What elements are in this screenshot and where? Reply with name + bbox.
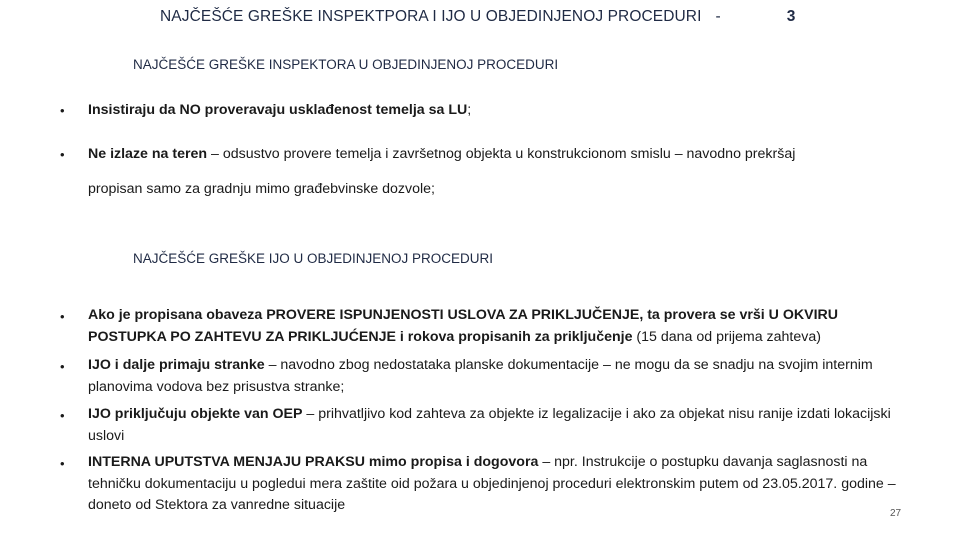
bullet-item-text: – navodno zbog nedostataka planske dokumentacije – ne mogu da se snadju na svojim internim planovima vodova bez prisustva stranke; (88, 357, 873, 395)
bullet-marker: • (60, 309, 65, 324)
bullet-item-text: – odsustvo provere temelja i završetnog objekta u konstrukcionom smislu – navodno prekršaj (207, 146, 796, 162)
bullet-item-emphasis: IJO i dalje primaju stranke (88, 357, 265, 373)
section-heading-inspectors: NAJČEŠĆE GREŠKE INSPEKTORA U OBJEDINJENOJ PROCEDURI (133, 57, 559, 72)
bullet-item-ijo-outside-oep (88, 404, 918, 447)
bullet-item-emphasis: Ako je propisana obaveza PROVERE ISPUNJENOSTI USLOVA ZA PRIKLJUČENJE, ta provera se vrši U OKVIRU POSTUPKA PO ZAHTEVU ZA PRIKLJUĆENJE i rokova propisanih za priključenje (88, 307, 839, 345)
bullet-item-emphasis: INTERNA UPUTSTVA MENJAJU PRAKSU mimo propisa i dogovora (88, 454, 539, 470)
bullet-item-text: – prihvatljivo kod zahteva za objekte iz legalizacije i ako za objekat nisu ranije izdati lokacijski uslovi (88, 406, 891, 444)
slide-title-text: NAJČEŠĆE GREŠKE INSPEKTPORA I IJO U OBJEDINJENOJ PROCEDURI (160, 8, 702, 25)
bullet-item-inspectors-field (88, 143, 918, 165)
slide-title-separator: - (715, 8, 721, 25)
bullet-marker: • (60, 408, 65, 423)
bullet-marker: • (60, 147, 65, 162)
bullet-item-text: – npr. Instrukcije o postupku davanja saglasnosti na tehničku dokumentaciju u pogledui mera zaštite oid požara u objedinjenoj proceduri elektronskim putem od 23.05.2017. godine – doneto od Stektora za vanredne situacije (88, 454, 896, 513)
bullet-item-ijo-connection-check (88, 305, 918, 348)
bullet-item-ijo-clients (88, 355, 918, 398)
bullet-marker: • (60, 456, 65, 471)
bullet-item-inspectors-foundation (88, 99, 918, 121)
bullet-item-continuation: propisan samo za gradnju mimo građebvinske dozvole; (88, 181, 435, 197)
bullet-item-emphasis: Ne izlaze na teren (88, 146, 208, 162)
bullet-item-text: (15 dana od prijema zahteva) (632, 328, 821, 345)
section-heading-ijo: NAJČEŠĆE GREŠKE IJO U OBJEDINJENOJ PROCEDURI (133, 251, 494, 266)
bullet-item-text: ; (467, 102, 472, 118)
bullet-marker: • (60, 359, 65, 374)
slide-title (160, 8, 796, 26)
page-number: 27 (890, 508, 902, 519)
bullet-marker: • (60, 103, 65, 118)
bullet-item-emphasis: Insistiraju da NO proveravaju usklađenost temelja sa LU (88, 102, 468, 118)
bullet-item-ijo-internal-instructions (88, 452, 918, 517)
slide-title-number: 3 (786, 8, 796, 25)
bullet-item-emphasis: IJO priključuju objekte van OEP (88, 406, 303, 422)
